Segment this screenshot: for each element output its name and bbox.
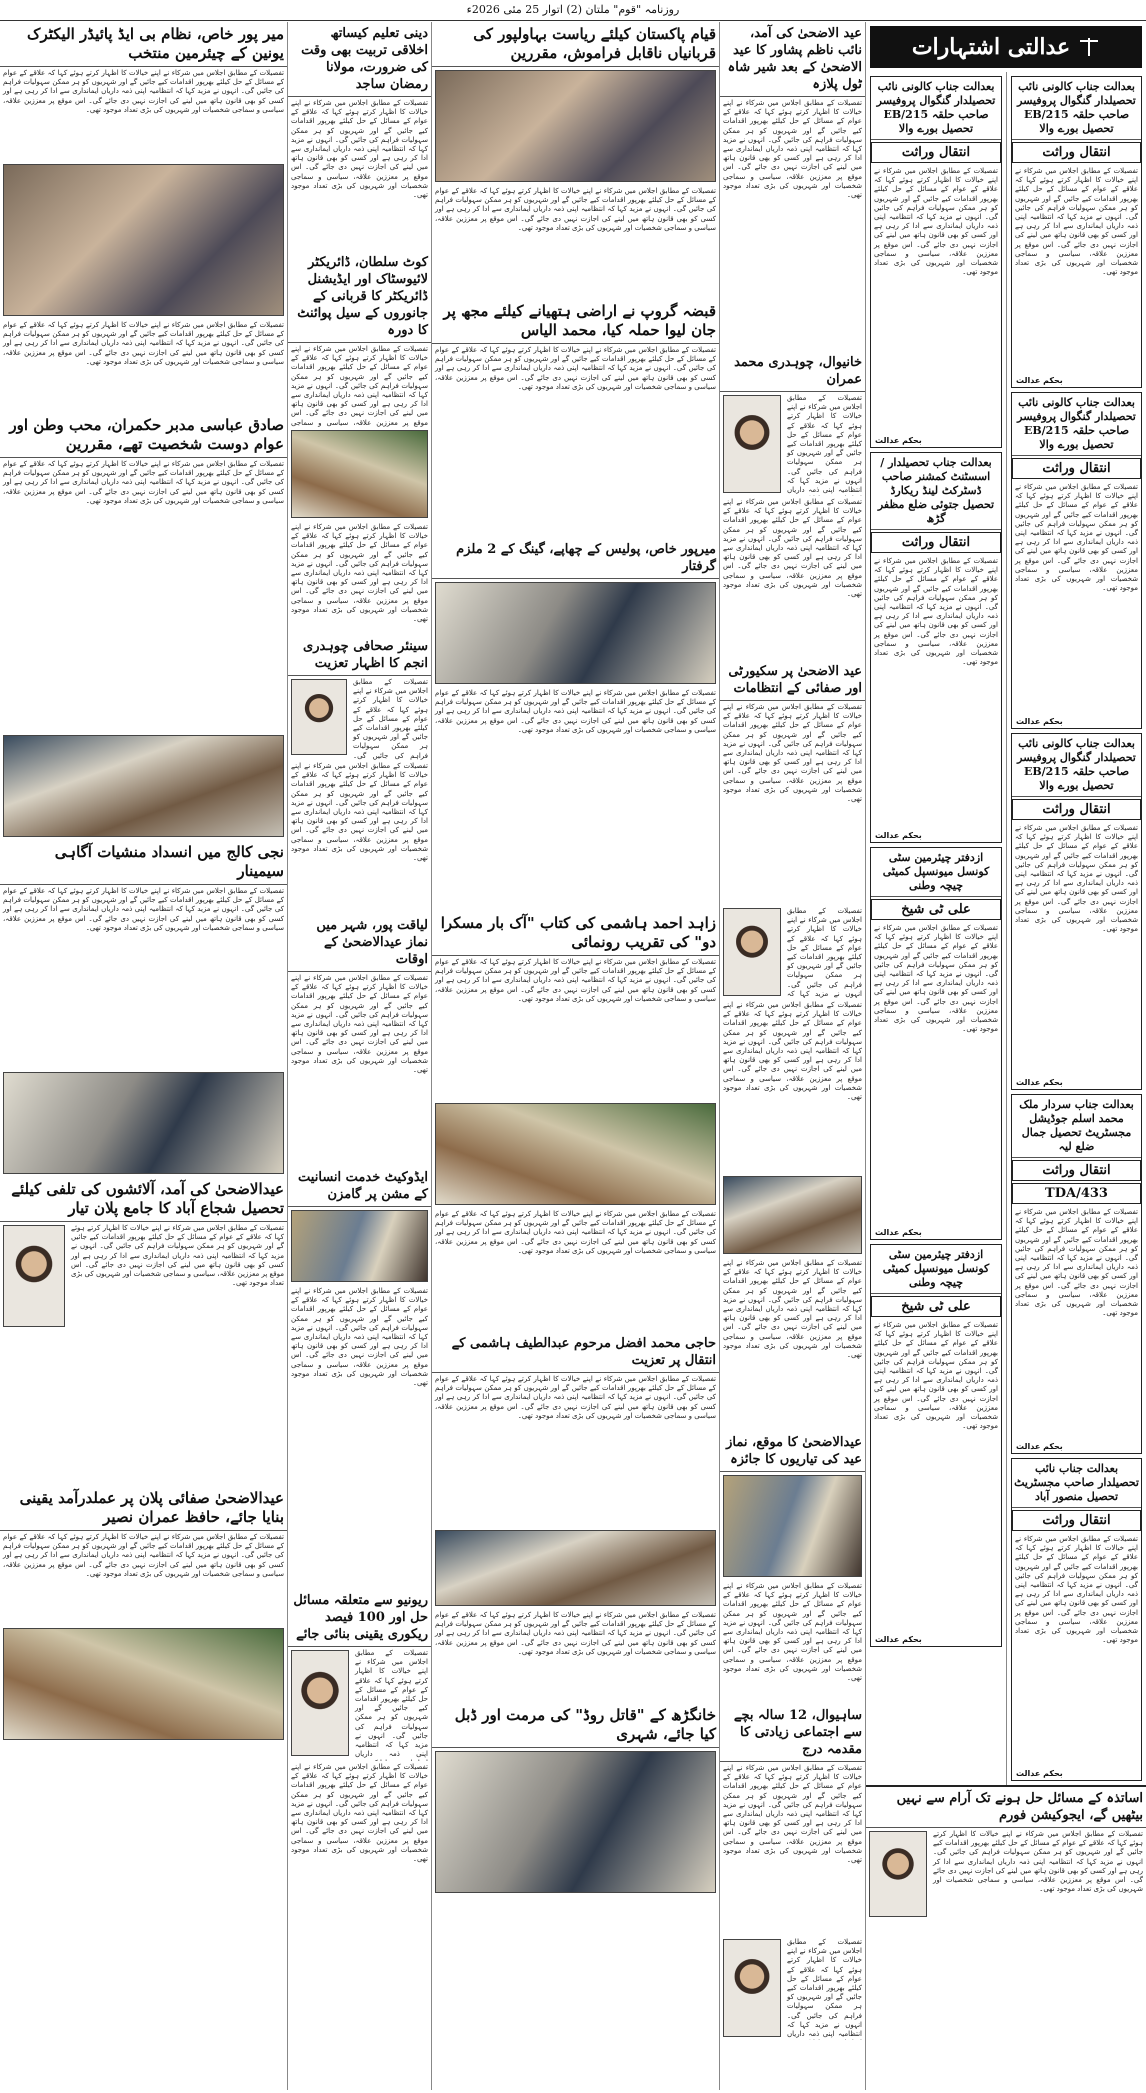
headline: دینی تعلیم کیساتھ اخلاقی تربیت بھی وقت کی ضرورت، مولانا رمضان ساجد: [288, 22, 431, 97]
court-ad: ازدفتر چیئرمین سٹی کونسل میونسپل کمیٹی چیچہ وطنی علی ٹی شیخ تفصیلات کے مطابق اجلاس میں شرکاء نے اپنے خیالات کا اظہار کرتے ہوئے کہا کہ علاقے کے عوام کے مسائل کے حل کیلئے بھرپور اقدامات کیے جائیں گے اور شہریوں کو ہر ممکن سہولیات فراہم کی جائیں گی۔ انہوں نے مزید کہا کہ انتظامیہ اپنی ذمہ داریاں ایمانداری سے ادا کر رہی ہے اور کسی کو بھی قانون ہاتھ میں لینے کی اجازت نہیں دی جائے گی۔ اس موقع پر معززین علاقہ، سیاسی و سماجی شخصیات اور شہریوں کی بڑی تعداد موجود تھی۔ بحکم عدالت: [870, 847, 1002, 1240]
news-photo: [435, 1751, 716, 1893]
headline: قیام پاکستان کیلئے ریاست بہاولپور کی قربانیاں ناقابل فراموش، مقررین: [432, 22, 719, 67]
court-ad: بعدالت جناب کالونی نائب تحصیلدار گنگوال پروفیسر صاحب حلقہ 215/EB تحصیل بورے والا انتقال وراثت تفصیلات کے مطابق اجلاس میں شرکاء نے اپنے خیالات کا اظہار کرتے ہوئے کہا کہ علاقے کے عوام کے مسائل کے حل کیلئے بھرپور اقدامات کیے جائیں گے اور شہریوں کو ہر ممکن سہولیات فراہم کی جائیں گی۔ انہوں نے مزید کہا کہ انتظامیہ اپنی ذمہ داریاں ایمانداری سے ادا کر رہی ہے اور کسی کو بھی قانون ہاتھ میں لینے کی اجازت نہیں دی جائے گی۔ اس موقع پر معززین علاقہ، سیاسی و سماجی شخصیات اور شہریوں کی بڑی تعداد موجود تھی۔ بحکم عدالت: [1011, 733, 1142, 1090]
court-ad: بعدالت جناب سردار ملک محمد اسلم جوڈیشل مجسٹریٹ تحصیل جمال ضلع لیہ انتقال وراثت TDA/433 تفصیلات کے مطابق اجلاس میں شرکاء نے اپنے خیالات کا اظہار کرتے ہوئے کہا کہ علاقے کے عوام کے مسائل کے حل کیلئے بھرپور اقدامات کیے جائیں گے اور شہریوں کو ہر ممکن سہولیات فراہم کی جائیں گی۔ انہوں نے مزید کہا کہ انتظامیہ اپنی ذمہ داریاں ایمانداری سے ادا کر رہی ہے اور کسی کو بھی قانون ہاتھ میں لینے کی اجازت نہیں دی جائے گی۔ اس موقع پر معززین علاقہ، سیاسی و سماجی شخصیات اور شہریوں کی بڑی تعداد موجود تھی۔ بحکم عدالت: [1011, 1094, 1142, 1454]
headline: عید الاضحیٰ کی آمد، نائب ناظم پشاور کا عید الاضحیٰ کے بعد شیر شاہ ٹول پلازہ: [720, 22, 865, 97]
court-ad: ازدفتر چیئرمین سٹی کونسل میونسپل کمیٹی چیچہ وطنی علی ٹی شیخ تفصیلات کے مطابق اجلاس میں شرکاء نے اپنے خیالات کا اظہار کرتے ہوئے کہا کہ علاقے کے عوام کے مسائل کے حل کیلئے بھرپور اقدامات کیے جائیں گے اور شہریوں کو ہر ممکن سہولیات فراہم کی جائیں گی۔ انہوں نے مزید کہا کہ انتظامیہ اپنی ذمہ داریاں ایمانداری سے ادا کر رہی ہے اور کسی کو بھی قانون ہاتھ میں لینے کی اجازت نہیں دی جائے گی۔ اس موقع پر معززین علاقہ، سیاسی و سماجی شخصیات اور شہریوں کی بڑی تعداد موجود تھی۔ بحکم عدالت: [870, 1244, 1002, 1647]
ad-body: تفصیلات کے مطابق اجلاس میں شرکاء نے اپنے خیالات کا اظہار کرتے ہوئے کہا کہ علاقے کے عوام کے مسائل کے حل کیلئے بھرپور اقدامات کیے جائیں گے اور شہریوں کو ہر ممکن سہولیات فراہم کی جائیں گی۔ انہوں نے مزید کہا کہ انتظامیہ اپنی ذمہ داریاں ایمانداری سے ادا کر رہی ہے اور کسی کو بھی قانون ہاتھ میں لینے کی اجازت نہیں دی جائے گی۔ اس موقع پر معززین علاقہ، سیاسی و سماجی شخصیات اور شہریوں کی بڑی تعداد موجود تھی۔: [1015, 824, 1138, 934]
news-photo: [435, 582, 716, 684]
headline: عیدالاضحیٰ کا موقع، نماز عید کی تیاریوں کا جائزہ: [720, 1431, 865, 1472]
masthead: روزنامہ "قوم" ملتان (2) اتوار 25 مئی 2026ء: [0, 0, 1146, 21]
headline: میرپور خاص، پولیس کے چھاپے، گینگ کے 2 ملزم گرفتار: [432, 538, 719, 579]
ad-body: تفصیلات کے مطابق اجلاس میں شرکاء نے اپنے خیالات کا اظہار کرتے ہوئے کہا کہ علاقے کے عوام کے مسائل کے حل کیلئے بھرپور اقدامات کیے جائیں گے اور شہریوں کو ہر ممکن سہولیات فراہم کی جائیں گی۔ انہوں نے مزید کہا کہ انتظامیہ اپنی ذمہ داریاں ایمانداری سے ادا کر رہی ہے اور کسی کو بھی قانون ہاتھ میں لینے کی اجازت نہیں دی جائے گی۔ اس موقع پر معززین علاقہ، سیاسی و سماجی شخصیات اور شہریوں کی بڑی تعداد موجود تھی۔: [1015, 1535, 1138, 1645]
headline: خانگڑھ کے "قاتل روڈ" کی مرمت اور ڈبل کیا جائے، شہری: [432, 1703, 719, 1748]
news-photo: [291, 430, 428, 518]
portrait-photo: [723, 1939, 781, 2037]
news-column-3: قیام پاکستان کیلئے ریاست بہاولپور کی قربانیاں ناقابل فراموش، مقررین تفصیلات کے مطابق اجلاس میں شرکاء نے اپنے خیالات کا اظہار کرتے ہوئے کہا کہ علاقے کے عوام کے مسائل کے حل کیلئے بھرپور اقدامات کیے جائیں گے اور شہریوں کو ہر ممکن سہولیات فراہم کی جائیں گی۔ انہوں نے مزید کہا کہ انتظامیہ اپنی ذمہ داریاں ایمانداری سے ادا کر رہی ہے اور کسی کو بھی قانون ہاتھ میں لینے کی اجازت نہیں دی جائے گی۔ اس موقع پر معززین علاقہ، سیاسی و سماجی شخصیات اور شہریوں کی بڑی تعداد موجود تھی۔ قبضہ گروپ نے اراضی ہتھیانے کیلئے مجھ پر جان لیوا حملہ کیا، محمد الیاس تفصیلات کے مطابق اجلاس میں شرکاء نے اپنے خیالات کا اظہار کرتے ہوئے کہا کہ علاقے کے عوام کے مسائل کے حل کیلئے بھرپور اقدامات کیے جائیں گے اور شہریوں کو ہر ممکن سہولیات فراہم کی جائیں گی۔ انہوں نے مزید کہا کہ انتظامیہ اپنی ذمہ داریاں ایمانداری سے ادا کر رہی ہے اور کسی کو بھی قانون ہاتھ میں لینے کی اجازت نہیں دی جائے گی۔ اس موقع پر معززین علاقہ، سیاسی و سماجی شخصیات اور شہریوں کی بڑی تعداد موجود تھی۔ میرپور خاص، پولیس کے چھاپے، گینگ کے 2 ملزم گرفتار تفصیلات کے مطابق اجلاس میں شرکاء نے اپنے خیالات کا اظہار کرتے ہوئے کہا کہ علاقے کے عوام کے مسائل کے حل کیلئے بھرپور اقدامات کیے جائیں گے اور شہریوں کو ہر ممکن سہولیات فراہم کی جائیں گی۔ انہوں نے مزید کہا کہ انتظامیہ اپنی ذمہ داریاں ایمانداری سے ادا کر رہی ہے اور کسی کو بھی قانون ہاتھ میں لینے کی اجازت نہیں دی جائے گی۔ اس موقع پر معززین علاقہ، سیاسی و سماجی شخصیات اور شہریوں کی بڑی تعداد موجود تھی۔ زاہد احمد ہاشمی کی کتاب "آک بار مسکرا دو" کی تقریب رونمائی تفصیلات کے مطابق اجلاس میں شرکاء نے اپنے خیالات کا اظہار کرتے ہوئے کہا کہ علاقے کے عوام کے مسائل کے حل کیلئے بھرپور اقدامات کیے جائیں گے اور شہریوں کو ہر ممکن سہولیات فراہم کی جائیں گی۔ انہوں نے مزید کہا کہ انتظامیہ اپنی ذمہ داریاں ایمانداری سے ادا کر رہی ہے اور کسی کو بھی قانون ہاتھ میں لینے کی اجازت نہیں دی جائے گی۔ اس موقع پر معززین علاقہ، سیاسی و سماجی شخصیات اور شہریوں کی بڑی تعداد موجود تھی۔ تفصیلات کے مطابق اجلاس میں شرکاء نے اپنے خیالات کا اظہار کرتے ہوئے کہا کہ علاقے کے عوام کے مسائل کے حل کیلئے بھرپور اقدامات کیے جائیں گے اور شہریوں کو ہر ممکن سہولیات فراہم کی جائیں گی۔ انہوں نے مزید کہا کہ انتظامیہ اپنی ذمہ داریاں ایمانداری سے ادا کر رہی ہے اور کسی کو بھی قانون ہاتھ میں لینے کی اجازت نہیں دی جائے گی۔ اس موقع پر معززین علاقہ، سیاسی و سماجی شخصیات اور شہریوں کی بڑی تعداد موجود تھی۔ حاجی محمد افضل مرحوم عبدالطیف ہاشمی کے انتقال پر تعزیت تفصیلات کے مطابق اجلاس میں شرکاء نے اپنے خیالات کا اظہار کرتے ہوئے کہا کہ علاقے کے عوام کے مسائل کے حل کیلئے بھرپور اقدامات کیے جائیں گے اور شہریوں کو ہر ممکن سہولیات فراہم کی جائیں گی۔ انہوں نے مزید کہا کہ انتظامیہ اپنی ذمہ داریاں ایمانداری سے ادا کر رہی ہے اور کسی کو بھی قانون ہاتھ میں لینے کی اجازت نہیں دی جائے گی۔ اس موقع پر معززین علاقہ، سیاسی و سماجی شخصیات اور شہریوں کی بڑی تعداد موجود تھی۔ تفصیلات کے مطابق اجلاس میں شرکاء نے اپنے خیالات کا اظہار کرتے ہوئے کہا کہ علاقے کے عوام کے مسائل کے حل کیلئے بھرپور اقدامات کیے جائیں گے اور شہریوں کو ہر ممکن سہولیات فراہم کی جائیں گی۔ انہوں نے مزید کہا کہ انتظامیہ اپنی ذمہ داریاں ایمانداری سے ادا کر رہی ہے اور کسی کو بھی قانون ہاتھ میں لینے کی اجازت نہیں دی جائے گی۔ اس موقع پر معززین علاقہ، سیاسی و سماجی شخصیات اور شہریوں کی بڑی تعداد موجود تھی۔ خانگڑھ کے "قاتل روڈ" کی مرمت اور ڈبل کیا جائے، شہری: [432, 22, 720, 2090]
headline: عید الاضحیٰ پر سکیورٹی اور صفائی کے انتظامات: [720, 660, 865, 701]
portrait-photo: [723, 395, 781, 493]
news-column-2: دینی تعلیم کیساتھ اخلاقی تربیت بھی وقت کی ضرورت، مولانا رمضان ساجد تفصیلات کے مطابق اجلاس میں شرکاء نے اپنے خیالات کا اظہار کرتے ہوئے کہا کہ علاقے کے عوام کے مسائل کے حل کیلئے بھرپور اقدامات کیے جائیں گے اور شہریوں کو ہر ممکن سہولیات فراہم کی جائیں گی۔ انہوں نے مزید کہا کہ انتظامیہ اپنی ذمہ داریاں ایمانداری سے ادا کر رہی ہے اور کسی کو بھی قانون ہاتھ میں لینے کی اجازت نہیں دی جائے گی۔ اس موقع پر معززین علاقہ، سیاسی و سماجی شخصیات اور شہریوں کی بڑی تعداد موجود تھی۔ کوٹ سلطان، ڈائریکٹر لائیوسٹاک اور ایڈیشنل ڈائریکٹر کا قربانی کے جانوروں کے سیل پوائنٹ کا دورہ تفصیلات کے مطابق اجلاس میں شرکاء نے اپنے خیالات کا اظہار کرتے ہوئے کہا کہ علاقے کے عوام کے مسائل کے حل کیلئے بھرپور اقدامات کیے جائیں گے اور شہریوں کو ہر ممکن سہولیات فراہم کی جائیں گی۔ انہوں نے مزید کہا کہ انتظامیہ اپنی ذمہ داریاں ایمانداری سے ادا کر رہی ہے اور کسی کو بھی قانون ہاتھ میں لینے کی اجازت نہیں دی جائے گی۔ اس موقع پر معززین علاقہ، سیاسی و سماجی تفصیلات کے مطابق اجلاس میں شرکاء نے اپنے خیالات کا اظہار کرتے ہوئے کہا کہ علاقے کے عوام کے مسائل کے حل کیلئے بھرپور اقدامات کیے جائیں گے اور شہریوں کو ہر ممکن سہولیات فراہم کی جائیں گی۔ انہوں نے مزید کہا کہ انتظامیہ اپنی ذمہ داریاں ایمانداری سے ادا کر رہی ہے اور کسی کو بھی قانون ہاتھ میں لینے کی اجازت نہیں دی جائے گی۔ اس موقع پر معززین علاقہ، سیاسی و سماجی شخصیات اور شہریوں کی بڑی تعداد موجود تھی۔ سینئر صحافی چوہدری انجم کا اظہار تعزیت تفصیلات کے مطابق اجلاس میں شرکاء نے اپنے خیالات کا اظہار کرتے ہوئے کہا کہ علاقے کے عوام کے مسائل کے حل کیلئے بھرپور اقدامات کیے جائیں گے اور شہریوں کو ہر ممکن سہولیات فراہم کی جائیں گی۔ تفصیلات کے مطابق اجلاس میں شرکاء نے اپنے خیالات کا اظہار کرتے ہوئے کہا کہ علاقے کے عوام کے مسائل کے حل کیلئے بھرپور اقدامات کیے جائیں گے اور شہریوں کو ہر ممکن سہولیات فراہم کی جائیں گی۔ انہوں نے مزید کہا کہ انتظامیہ اپنی ذمہ داریاں ایمانداری سے ادا کر رہی ہے اور کسی کو بھی قانون ہاتھ میں لینے کی اجازت نہیں دی جائے گی۔ اس موقع پر معززین علاقہ، سیاسی و سماجی شخصیات اور شہریوں کی بڑی تعداد موجود تھی۔ لیاقت پور، شہر میں نماز عیدالاضحیٰ کے اوقات تفصیلات کے مطابق اجلاس میں شرکاء نے اپنے خیالات کا اظہار کرتے ہوئے کہا کہ علاقے کے عوام کے مسائل کے حل کیلئے بھرپور اقدامات کیے جائیں گے اور شہریوں کو ہر ممکن سہولیات فراہم کی جائیں گی۔ انہوں نے مزید کہا کہ انتظامیہ اپنی ذمہ داریاں ایمانداری سے ادا کر رہی ہے اور کسی کو بھی قانون ہاتھ میں لینے کی اجازت نہیں دی جائے گی۔ اس موقع پر معززین علاقہ، سیاسی و سماجی شخصیات اور شہریوں کی بڑی تعداد موجود تھی۔ ایڈوکیٹ خدمت انسانیت کے مشن پر گامزن تفصیلات کے مطابق اجلاس میں شرکاء نے اپنے خیالات کا اظہار کرتے ہوئے کہا کہ علاقے کے عوام کے مسائل کے حل کیلئے بھرپور اقدامات کیے جائیں گے اور شہریوں کو ہر ممکن سہولیات فراہم کی جائیں گی۔ انہوں نے مزید کہا کہ انتظامیہ اپنی ذمہ داریاں ایمانداری سے ادا کر رہی ہے اور کسی کو بھی قانون ہاتھ میں لینے کی اجازت نہیں دی جائے گی۔ اس موقع پر معززین علاقہ، سیاسی و سماجی شخصیات اور شہریوں کی بڑی تعداد موجود تھی۔ ریونیو سے متعلقہ مسائل حل اور 100 فیصد ریکوری یقینی بنائی جائے تفصیلات کے مطابق اجلاس میں شرکاء نے اپنے خیالات کا اظہار کرتے ہوئے کہا کہ علاقے کے عوام کے مسائل کے حل کیلئے بھرپور اقدامات کیے جائیں گے اور شہریوں کو ہر ممکن سہولیات فراہم کی جائیں گی۔ انہوں نے مزید کہا کہ انتظامیہ اپنی ذمہ داریاں تفصیلات کے مطابق اجلاس میں شرکاء نے اپنے خیالات کا اظہار کرتے ہوئے کہا کہ علاقے کے عوام کے مسائل کے حل کیلئے بھرپور اقدامات کیے جائیں گے اور شہریوں کو ہر ممکن سہولیات فراہم کی جائیں گی۔ انہوں نے مزید کہا کہ انتظامیہ اپنی ذمہ داریاں ایمانداری سے ادا کر رہی ہے اور کسی کو بھی قانون ہاتھ میں لینے کی اجازت نہیں دی جائے گی۔ اس موقع پر معززین علاقہ، سیاسی و سماجی شخصیات اور شہریوں کی بڑی تعداد موجود تھی۔: [288, 22, 432, 2090]
headline: خانیوال، چوہدری محمد عمران: [720, 351, 865, 392]
headline: عیدالاضحیٰ صفائی پلان پر عملدرآمد یقینی بنایا جائے، حافظ عمران نصیر: [0, 1486, 287, 1531]
news-column-1: میر پور خاص، نظام بی ایڈ پائیڈر الیکٹرک یونین کے چیئرمین منتخب تفصیلات کے مطابق اجلاس میں شرکاء نے اپنے خیالات کا اظہار کرتے ہوئے کہا کہ علاقے کے عوام کے مسائل کے حل کیلئے بھرپور اقدامات کیے جائیں گے اور شہریوں کو ہر ممکن سہولیات فراہم کی جائیں گی۔ انہوں نے مزید کہا کہ انتظامیہ اپنی ذمہ داریاں ایمانداری سے ادا کر رہی ہے اور کسی کو بھی قانون ہاتھ میں لینے کی اجازت نہیں دی جائے گی۔ اس موقع پر معززین علاقہ، سیاسی و سماجی شخصیات اور شہریوں کی بڑی تعداد موجود تھی۔ تفصیلات کے مطابق اجلاس میں شرکاء نے اپنے خیالات کا اظہار کرتے ہوئے کہا کہ علاقے کے عوام کے مسائل کے حل کیلئے بھرپور اقدامات کیے جائیں گے اور شہریوں کو ہر ممکن سہولیات فراہم کی جائیں گی۔ انہوں نے مزید کہا کہ انتظامیہ اپنی ذمہ داریاں ایمانداری سے ادا کر رہی ہے اور کسی کو بھی قانون ہاتھ میں لینے کی اجازت نہیں دی جائے گی۔ اس موقع پر معززین علاقہ، سیاسی و سماجی شخصیات اور شہریوں کی بڑی تعداد موجود تھی۔ صادق عباسی مدبر حکمران، محب وطن اور عوام دوست شخصیت تھے، مقررین تفصیلات کے مطابق اجلاس میں شرکاء نے اپنے خیالات کا اظہار کرتے ہوئے کہا کہ علاقے کے عوام کے مسائل کے حل کیلئے بھرپور اقدامات کیے جائیں گے اور شہریوں کو ہر ممکن سہولیات فراہم کی جائیں گی۔ انہوں نے مزید کہا کہ انتظامیہ اپنی ذمہ داریاں ایمانداری سے ادا کر رہی ہے اور کسی کو بھی قانون ہاتھ میں لینے کی اجازت نہیں دی جائے گی۔ اس موقع پر معززین علاقہ، سیاسی و سماجی شخصیات اور شہریوں کی بڑی تعداد موجود تھی۔ نجی کالج میں انسداد منشیات آگاہی سیمینار تفصیلات کے مطابق اجلاس میں شرکاء نے اپنے خیالات کا اظہار کرتے ہوئے کہا کہ علاقے کے عوام کے مسائل کے حل کیلئے بھرپور اقدامات کیے جائیں گے اور شہریوں کو ہر ممکن سہولیات فراہم کی جائیں گی۔ انہوں نے مزید کہا کہ انتظامیہ اپنی ذمہ داریاں ایمانداری سے ادا کر رہی ہے اور کسی کو بھی قانون ہاتھ میں لینے کی اجازت نہیں دی جائے گی۔ اس موقع پر معززین علاقہ، سیاسی و سماجی شخصیات اور شہریوں کی بڑی تعداد موجود تھی۔ عیدالاضحیٰ کی آمد، آلائشوں کی تلفی کیلئے تحصیل شجاع آباد کا جامع پلان تیار تفصیلات کے مطابق اجلاس میں شرکاء نے اپنے خیالات کا اظہار کرتے ہوئے کہا کہ علاقے کے عوام کے مسائل کے حل کیلئے بھرپور اقدامات کیے جائیں گے اور شہریوں کو ہر ممکن سہولیات فراہم کی جائیں گی۔ انہوں نے مزید کہا کہ انتظامیہ اپنی ذمہ داریاں ایمانداری سے ادا کر رہی ہے اور کسی کو بھی قانون ہاتھ میں لینے کی اجازت نہیں دی جائے گی۔ اس موقع پر معززین علاقہ، سیاسی و سماجی شخصیات اور شہریوں کی بڑی تعداد موجود تھی۔ عیدالاضحیٰ صفائی پلان پر عملدرآمد یقینی بنایا جائے، حافظ عمران نصیر تفصیلات کے مطابق اجلاس میں شرکاء نے اپنے خیالات کا اظہار کرتے ہوئے کہا کہ علاقے کے عوام کے مسائل کے حل کیلئے بھرپور اقدامات کیے جائیں گے اور شہریوں کو ہر ممکن سہولیات فراہم کی جائیں گی۔ انہوں نے مزید کہا کہ انتظامیہ اپنی ذمہ داریاں ایمانداری سے ادا کر رہی ہے اور کسی کو بھی قانون ہاتھ میں لینے کی اجازت نہیں دی جائے گی۔ اس موقع پر معززین علاقہ، سیاسی و سماجی شخصیات اور شہریوں کی بڑی تعداد موجود تھی۔: [0, 22, 288, 2090]
ads-title-banner: [870, 26, 1142, 68]
headline: لیاقت پور، شہر میں نماز عیدالاضحیٰ کے اوقات: [288, 914, 431, 972]
court-ad: بعدالت جناب نائب تحصیلدار صاحب مجسٹریٹ تحصیل منصور آباد انتقال وراثت تفصیلات کے مطابق اجلاس میں شرکاء نے اپنے خیالات کا اظہار کرتے ہوئے کہا کہ علاقے کے عوام کے مسائل کے حل کیلئے بھرپور اقدامات کیے جائیں گے اور شہریوں کو ہر ممکن سہولیات فراہم کی جائیں گی۔ انہوں نے مزید کہا کہ انتظامیہ اپنی ذمہ داریاں ایمانداری سے ادا کر رہی ہے اور کسی کو بھی قانون ہاتھ میں لینے کی اجازت نہیں دی جائے گی۔ اس موقع پر معززین علاقہ، سیاسی و سماجی شخصیات اور شہریوں کی بڑی تعداد موجود تھی۔ بحکم عدالت: [1011, 1458, 1142, 1781]
news-photo: [291, 1210, 428, 1282]
ads-title: عدالتی اشتہارات: [911, 34, 1071, 60]
news-column-4: عید الاضحیٰ کی آمد، نائب ناظم پشاور کا عید الاضحیٰ کے بعد شیر شاہ ٹول پلازہ تفصیلات کے مطابق اجلاس میں شرکاء نے اپنے خیالات کا اظہار کرتے ہوئے کہا کہ علاقے کے عوام کے مسائل کے حل کیلئے بھرپور اقدامات کیے جائیں گے اور شہریوں کو ہر ممکن سہولیات فراہم کی جائیں گی۔ انہوں نے مزید کہا کہ انتظامیہ اپنی ذمہ داریاں ایمانداری سے ادا کر رہی ہے اور کسی کو بھی قانون ہاتھ میں لینے کی اجازت نہیں دی جائے گی۔ اس موقع پر معززین علاقہ، سیاسی و سماجی شخصیات اور شہریوں کی بڑی تعداد موجود تھی۔ خانیوال، چوہدری محمد عمران تفصیلات کے مطابق اجلاس میں شرکاء نے اپنے خیالات کا اظہار کرتے ہوئے کہا کہ علاقے کے عوام کے مسائل کے حل کیلئے بھرپور اقدامات کیے جائیں گے اور شہریوں کو ہر ممکن سہولیات فراہم کی جائیں گی۔ انہوں نے مزید کہا کہ انتظامیہ اپنی ذمہ داریاں تفصیلات کے مطابق اجلاس میں شرکاء نے اپنے خیالات کا اظہار کرتے ہوئے کہا کہ علاقے کے عوام کے مسائل کے حل کیلئے بھرپور اقدامات کیے جائیں گے اور شہریوں کو ہر ممکن سہولیات فراہم کی جائیں گی۔ انہوں نے مزید کہا کہ انتظامیہ اپنی ذمہ داریاں ایمانداری سے ادا کر رہی ہے اور کسی کو بھی قانون ہاتھ میں لینے کی اجازت نہیں دی جائے گی۔ اس موقع پر معززین علاقہ، سیاسی و سماجی شخصیات اور شہریوں کی بڑی تعداد موجود تھی۔ عید الاضحیٰ پر سکیورٹی اور صفائی کے انتظامات تفصیلات کے مطابق اجلاس میں شرکاء نے اپنے خیالات کا اظہار کرتے ہوئے کہا کہ علاقے کے عوام کے مسائل کے حل کیلئے بھرپور اقدامات کیے جائیں گے اور شہریوں کو ہر ممکن سہولیات فراہم کی جائیں گی۔ انہوں نے مزید کہا کہ انتظامیہ اپنی ذمہ داریاں ایمانداری سے ادا کر رہی ہے اور کسی کو بھی قانون ہاتھ میں لینے کی اجازت نہیں دی جائے گی۔ اس موقع پر معززین علاقہ، سیاسی و سماجی شخصیات اور شہریوں کی بڑی تعداد موجود تھی۔ تفصیلات کے مطابق اجلاس میں شرکاء نے اپنے خیالات کا اظہار کرتے ہوئے کہا کہ علاقے کے عوام کے مسائل کے حل کیلئے بھرپور اقدامات کیے جائیں گے اور شہریوں کو ہر ممکن سہولیات فراہم کی جائیں گی۔ انہوں نے مزید کہا کہ تفصیلات کے مطابق اجلاس میں شرکاء نے اپنے خیالات کا اظہار کرتے ہوئے کہا کہ علاقے کے عوام کے مسائل کے حل کیلئے بھرپور اقدامات کیے جائیں گے اور شہریوں کو ہر ممکن سہولیات فراہم کی جائیں گی۔ انہوں نے مزید کہا کہ انتظامیہ اپنی ذمہ داریاں ایمانداری سے ادا کر رہی ہے اور کسی کو بھی قانون ہاتھ میں لینے کی اجازت نہیں دی جائے گی۔ اس موقع پر معززین علاقہ، سیاسی و سماجی شخصیات اور شہریوں کی بڑی تعداد موجود تھی۔ تفصیلات کے مطابق اجلاس میں شرکاء نے اپنے خیالات کا اظہار کرتے ہوئے کہا کہ علاقے کے عوام کے مسائل کے حل کیلئے بھرپور اقدامات کیے جائیں گے اور شہریوں کو ہر ممکن سہولیات فراہم کی جائیں گی۔ انہوں نے مزید کہا کہ انتظامیہ اپنی ذمہ داریاں ایمانداری سے ادا کر رہی ہے اور کسی کو بھی قانون ہاتھ میں لینے کی اجازت نہیں دی جائے گی۔ اس موقع پر معززین علاقہ، سیاسی و سماجی شخصیات اور شہریوں کی بڑی تعداد موجود تھی۔ عیدالاضحیٰ کا موقع، نماز عید کی تیاریوں کا جائزہ تفصیلات کے مطابق اجلاس میں شرکاء نے اپنے خیالات کا اظہار کرتے ہوئے کہا کہ علاقے کے عوام کے مسائل کے حل کیلئے بھرپور اقدامات کیے جائیں گے اور شہریوں کو ہر ممکن سہولیات فراہم کی جائیں گی۔ انہوں نے مزید کہا کہ انتظامیہ اپنی ذمہ داریاں ایمانداری سے ادا کر رہی ہے اور کسی کو بھی قانون ہاتھ میں لینے کی اجازت نہیں دی جائے گی۔ اس موقع پر معززین علاقہ، سیاسی و سماجی شخصیات اور شہریوں کی بڑی تعداد موجود تھی۔ ساہیوال، 12 سالہ بچے سے اجتماعی زیادتی کا مقدمہ درج تفصیلات کے مطابق اجلاس میں شرکاء نے اپنے خیالات کا اظہار کرتے ہوئے کہا کہ علاقے کے عوام کے مسائل کے حل کیلئے بھرپور اقدامات کیے جائیں گے اور شہریوں کو ہر ممکن سہولیات فراہم کی جائیں گی۔ انہوں نے مزید کہا کہ انتظامیہ اپنی ذمہ داریاں ایمانداری سے ادا کر رہی ہے اور کسی کو بھی قانون ہاتھ میں لینے کی اجازت نہیں دی جائے گی۔ اس موقع پر معززین علاقہ، سیاسی و سماجی شخصیات اور شہریوں کی بڑی تعداد موجود تھی۔ تفصیلات کے مطابق اجلاس میں شرکاء نے اپنے خیالات کا اظہار کرتے ہوئے کہا کہ علاقے کے عوام کے مسائل کے حل کیلئے بھرپور اقدامات کیے جائیں گے اور شہریوں کو ہر ممکن سہولیات فراہم کی جائیں گی۔ انہوں نے مزید کہا کہ انتظامیہ اپنی ذمہ داریاں: [720, 22, 866, 2090]
ad-body: تفصیلات کے مطابق اجلاس میں شرکاء نے اپنے خیالات کا اظہار کرتے ہوئے کہا کہ علاقے کے عوام کے مسائل کے حل کیلئے بھرپور اقدامات کیے جائیں گے اور شہریوں کو ہر ممکن سہولیات فراہم کی جائیں گی۔ انہوں نے مزید کہا کہ انتظامیہ اپنی ذمہ داریاں ایمانداری سے ادا کر رہی ہے اور کسی کو بھی قانون ہاتھ میں لینے کی اجازت نہیں دی جائے گی۔ اس موقع پر معززین علاقہ، سیاسی و سماجی شخصیات اور شہریوں کی بڑی تعداد موجود تھی۔: [874, 1321, 998, 1431]
news-photo: [3, 1628, 284, 1740]
portrait-photo: [869, 1831, 927, 1917]
portrait-photo: [3, 1225, 65, 1327]
ad-body: تفصیلات کے مطابق اجلاس میں شرکاء نے اپنے خیالات کا اظہار کرتے ہوئے کہا کہ علاقے کے عوام کے مسائل کے حل کیلئے بھرپور اقدامات کیے جائیں گے اور شہریوں کو ہر ممکن سہولیات فراہم کی جائیں گی۔ انہوں نے مزید کہا کہ انتظامیہ اپنی ذمہ داریاں ایمانداری سے ادا کر رہی ہے اور کسی کو بھی قانون ہاتھ میں لینے کی اجازت نہیں دی جائے گی۔ اس موقع پر معززین علاقہ، سیاسی و سماجی شخصیات اور شہریوں کی بڑی تعداد موجود تھی۔: [1015, 1208, 1138, 1318]
headline: قبضہ گروپ نے اراضی ہتھیانے کیلئے مجھ پر جان لیوا حملہ کیا، محمد الیاس: [432, 299, 719, 344]
court-ads-column: عدالتی اشتہارات بعدالت جناب کالونی نائب تحصیلدار گنگوال پروفیسر صاحب حلقہ 215/EB تحصیل بورے والا انتقال وراثت تفصیلات کے مطابق اجلاس میں شرکاء نے اپنے خیالات کا اظہار کرتے ہوئے کہا کہ علاقے کے عوام کے مسائل کے حل کیلئے بھرپور اقدامات کیے جائیں گے اور شہریوں کو ہر ممکن سہولیات فراہم کی جائیں گی۔ انہوں نے مزید کہا کہ انتظامیہ اپنی ذمہ داریاں ایمانداری سے ادا کر رہی ہے اور کسی کو بھی قانون ہاتھ میں لینے کی اجازت نہیں دی جائے گی۔ اس موقع پر معززین علاقہ، سیاسی و سماجی شخصیات اور شہریوں کی بڑی تعداد موجود تھی۔ بحکم عدالت بعدالت جناب کالونی نائب تحصیلدار گنگوال پروفیسر صاحب حلقہ 215/EB تحصیل بورے والا انتقال وراثت تفصیلات کے مطابق اجلاس میں شرکاء نے اپنے خیالات کا اظہار کرتے ہوئے کہا کہ علاقے کے عوام کے مسائل کے حل کیلئے بھرپور اقدامات کیے جائیں گے اور شہریوں کو ہر ممکن سہولیات فراہم کی جائیں گی۔ انہوں نے مزید کہا کہ انتظامیہ اپنی ذمہ داریاں ایمانداری سے ادا کر رہی ہے اور کسی کو بھی قانون ہاتھ میں لینے کی اجازت نہیں دی جائے گی۔ اس موقع پر معززین علاقہ، سیاسی و سماجی شخصیات اور شہریوں کی بڑی تعداد موجود تھی۔ بحکم عدالت بعدالت جناب کالونی نائب تحصیلدار گنگوال پروفیسر صاحب حلقہ 215/EB تحصیل بورے والا انتقال وراثت تفصیلات کے مطابق اجلاس میں شرکاء نے اپنے خیالات کا اظہار کرتے ہوئے کہا کہ علاقے کے عوام کے مسائل کے حل کیلئے بھرپور اقدامات کیے جائیں گے اور شہریوں کو ہر ممکن سہولیات فراہم کی جائیں گی۔ انہوں نے مزید کہا کہ انتظامیہ اپنی ذمہ داریاں ایمانداری سے ادا کر رہی ہے اور کسی کو بھی قانون ہاتھ میں لینے کی اجازت نہیں دی جائے گی۔ اس موقع پر معززین علاقہ، سیاسی و سماجی شخصیات اور شہریوں کی بڑی تعداد موجود تھی۔ بحکم عدالت بعدالت جناب سردار ملک محمد اسلم جوڈیشل مجسٹریٹ تحصیل جمال ضلع لیہ انتقال وراثت TDA/433 تفصیلات کے مطابق اجلاس میں شرکاء نے اپنے خیالات کا اظہار کرتے ہوئے کہا کہ علاقے کے عوام کے مسائل کے حل کیلئے بھرپور اقدامات کیے جائیں گے اور شہریوں کو ہر ممکن سہولیات فراہم کی جائیں گی۔ انہوں نے مزید کہا کہ انتظامیہ اپنی ذمہ داریاں ایمانداری سے ادا کر رہی ہے اور کسی کو بھی قانون ہاتھ میں لینے کی اجازت نہیں دی جائے گی۔ اس موقع پر معززین علاقہ، سیاسی و سماجی شخصیات اور شہریوں کی بڑی تعداد موجود تھی۔ بحکم عدالت بعدالت جناب نائب تحصیلدار صاحب مجسٹریٹ تحصیل منصور آباد انتقال وراثت تفصیلات کے مطابق اجلاس میں شرکاء نے اپنے خیالات کا اظہار کرتے ہوئے کہا کہ علاقے کے عوام کے مسائل کے حل کیلئے بھرپور اقدامات کیے جائیں گے اور شہریوں کو ہر ممکن سہولیات فراہم کی جائیں گی۔ انہوں نے مزید کہا کہ انتظامیہ اپنی ذمہ داریاں ایمانداری سے ادا کر رہی ہے اور کسی کو بھی قانون ہاتھ میں لینے کی اجازت نہیں دی جائے گی۔ اس موقع پر معززین علاقہ، سیاسی و سماجی شخصیات اور شہریوں کی بڑی تعداد موجود تھی۔ بحکم عدالت بعدالت جناب کالونی نائب تحصیلدار گنگوال پروفیسر صاحب حلقہ 215/EB تحصیل بورے والا انتقال وراثت تفصیلات کے مطابق اجلاس میں شرکاء نے اپنے خیالات کا اظہار کرتے ہوئے کہا کہ علاقے کے عوام کے مسائل کے حل کیلئے بھرپور اقدامات کیے جائیں گے اور شہریوں کو ہر ممکن سہولیات فراہم کی جائیں گی۔ انہوں نے مزید کہا کہ انتظامیہ اپنی ذمہ داریاں ایمانداری سے ادا کر رہی ہے اور کسی کو بھی قانون ہاتھ میں لینے کی اجازت نہیں دی جائے گی۔ اس موقع پر معززین علاقہ، سیاسی و سماجی شخصیات اور شہریوں کی بڑی تعداد موجود تھی۔ بحکم عدالت بعدالت جناب تحصیلدار / اسسٹنٹ کمشنر صاحب ڈسٹرکٹ لینڈ ریکارڈ تحصیل جتوئی ضلع مظفر گڑھ انتقال وراثت تفصیلات کے مطابق اجلاس میں شرکاء نے اپنے خیالات کا اظہار کرتے ہوئے کہا کہ علاقے کے عوام کے مسائل کے حل کیلئے بھرپور اقدامات کیے جائیں گے اور شہریوں کو ہر ممکن سہولیات فراہم کی جائیں گی۔ انہوں نے مزید کہا کہ انتظامیہ اپنی ذمہ داریاں ایمانداری سے ادا کر رہی ہے اور کسی کو بھی قانون ہاتھ میں لینے کی اجازت نہیں دی جائے گی۔ اس موقع پر معززین علاقہ، سیاسی و سماجی شخصیات اور شہریوں کی بڑی تعداد موجود تھی۔ بحکم عدالت ازدفتر چیئرمین سٹی کونسل میونسپل کمیٹی چیچہ وطنی علی ٹی شیخ تفصیلات کے مطابق اجلاس میں شرکاء نے اپنے خیالات کا اظہار کرتے ہوئے کہا کہ علاقے کے عوام کے مسائل کے حل کیلئے بھرپور اقدامات کیے جائیں گے اور شہریوں کو ہر ممکن سہولیات فراہم کی جائیں گی۔ انہوں نے مزید کہا کہ انتظامیہ اپنی ذمہ داریاں ایمانداری سے ادا کر رہی ہے اور کسی کو بھی قانون ہاتھ میں لینے کی اجازت نہیں دی جائے گی۔ اس موقع پر معززین علاقہ، سیاسی و سماجی شخصیات اور شہریوں کی بڑی تعداد موجود تھی۔ بحکم عدالت ازدفتر چیئرمین سٹی کونسل میونسپل کمیٹی چیچہ وطنی علی ٹی شیخ تفصیلات کے مطابق اجلاس میں شرکاء نے اپنے خیالات کا اظہار کرتے ہوئے کہا کہ علاقے کے عوام کے مسائل کے حل کیلئے بھرپور اقدامات کیے جائیں گے اور شہریوں کو ہر ممکن سہولیات فراہم کی جائیں گی۔ انہوں نے مزید کہا کہ انتظامیہ اپنی ذمہ داریاں ایمانداری سے ادا کر رہی ہے اور کسی کو بھی قانون ہاتھ میں لینے کی اجازت نہیں دی جائے گی۔ اس موقع پر معززین علاقہ، سیاسی و سماجی شخصیات اور شہریوں کی بڑی تعداد موجود تھی۔ بحکم عدالت اساتذہ کے مسائل حل ہونے تک آرام سے نہیں بیٹھیں گے، ایجوکیشن فورم تفصیلات کے مطابق اجلاس میں شرکاء نے اپنے خیالات کا اظہار کرتے ہوئے کہا کہ علاقے کے عوام کے مسائل کے حل کیلئے بھرپور اقدامات کیے جائیں گے اور شہریوں کو ہر ممکن سہولیات فراہم کی جائیں گی۔ انہوں نے مزید کہا کہ انتظامیہ اپنی ذمہ داریاں ایمانداری سے ادا کر رہی ہے اور کسی کو بھی قانون ہاتھ میں لینے کی اجازت نہیں دی جائے گی۔ اس موقع پر معززین علاقہ، سیاسی و سماجی شخصیات اور شہریوں کی بڑی تعداد موجود تھی۔: [866, 22, 1146, 2090]
portrait-photo: [291, 1650, 349, 1756]
news-photo: [723, 1176, 862, 1254]
portrait-photo: [723, 908, 781, 996]
ad-body: تفصیلات کے مطابق اجلاس میں شرکاء نے اپنے خیالات کا اظہار کرتے ہوئے کہا کہ علاقے کے عوام کے مسائل کے حل کیلئے بھرپور اقدامات کیے جائیں گے اور شہریوں کو ہر ممکن سہولیات فراہم کی جائیں گی۔ انہوں نے مزید کہا کہ انتظامیہ اپنی ذمہ داریاں ایمانداری سے ادا کر رہی ہے اور کسی کو بھی قانون ہاتھ میں لینے کی اجازت نہیں دی جائے گی۔ اس موقع پر معززین علاقہ، سیاسی و سماجی شخصیات اور شہریوں کی بڑی تعداد موجود تھی۔: [1015, 483, 1138, 593]
ad-body: تفصیلات کے مطابق اجلاس میں شرکاء نے اپنے خیالات کا اظہار کرتے ہوئے کہا کہ علاقے کے عوام کے مسائل کے حل کیلئے بھرپور اقدامات کیے جائیں گے اور شہریوں کو ہر ممکن سہولیات فراہم کی جائیں گی۔ انہوں نے مزید کہا کہ انتظامیہ اپنی ذمہ داریاں ایمانداری سے ادا کر رہی ہے اور کسی کو بھی قانون ہاتھ میں لینے کی اجازت نہیں دی جائے گی۔ اس موقع پر معززین علاقہ، سیاسی و سماجی شخصیات اور شہریوں کی بڑی تعداد موجود تھی۔: [874, 924, 998, 1034]
court-ad: بعدالت جناب کالونی نائب تحصیلدار گنگوال پروفیسر صاحب حلقہ 215/EB تحصیل بورے والا انتقال وراثت تفصیلات کے مطابق اجلاس میں شرکاء نے اپنے خیالات کا اظہار کرتے ہوئے کہا کہ علاقے کے عوام کے مسائل کے حل کیلئے بھرپور اقدامات کیے جائیں گے اور شہریوں کو ہر ممکن سہولیات فراہم کی جائیں گی۔ انہوں نے مزید کہا کہ انتظامیہ اپنی ذمہ داریاں ایمانداری سے ادا کر رہی ہے اور کسی کو بھی قانون ہاتھ میں لینے کی اجازت نہیں دی جائے گی۔ اس موقع پر معززین علاقہ، سیاسی و سماجی شخصیات اور شہریوں کی بڑی تعداد موجود تھی۔ بحکم عدالت: [870, 76, 1002, 448]
court-ad: بعدالت جناب کالونی نائب تحصیلدار گنگوال پروفیسر صاحب حلقہ 215/EB تحصیل بورے والا انتقال وراثت تفصیلات کے مطابق اجلاس میں شرکاء نے اپنے خیالات کا اظہار کرتے ہوئے کہا کہ علاقے کے عوام کے مسائل کے حل کیلئے بھرپور اقدامات کیے جائیں گے اور شہریوں کو ہر ممکن سہولیات فراہم کی جائیں گی۔ انہوں نے مزید کہا کہ انتظامیہ اپنی ذمہ داریاں ایمانداری سے ادا کر رہی ہے اور کسی کو بھی قانون ہاتھ میں لینے کی اجازت نہیں دی جائے گی۔ اس موقع پر معززین علاقہ، سیاسی و سماجی شخصیات اور شہریوں کی بڑی تعداد موجود تھی۔ بحکم عدالت: [1011, 76, 1142, 388]
news-photo: [723, 1475, 862, 1577]
ad-body: تفصیلات کے مطابق اجلاس میں شرکاء نے اپنے خیالات کا اظہار کرتے ہوئے کہا کہ علاقے کے عوام کے مسائل کے حل کیلئے بھرپور اقدامات کیے جائیں گے اور شہریوں کو ہر ممکن سہولیات فراہم کی جائیں گی۔ انہوں نے مزید کہا کہ انتظامیہ اپنی ذمہ داریاں ایمانداری سے ادا کر رہی ہے اور کسی کو بھی قانون ہاتھ میں لینے کی اجازت نہیں دی جائے گی۔ اس موقع پر معززین علاقہ، سیاسی و سماجی شخصیات اور شہریوں کی بڑی تعداد موجود تھی۔: [874, 167, 998, 277]
ad-body: تفصیلات کے مطابق اجلاس میں شرکاء نے اپنے خیالات کا اظہار کرتے ہوئے کہا کہ علاقے کے عوام کے مسائل کے حل کیلئے بھرپور اقدامات کیے جائیں گے اور شہریوں کو ہر ممکن سہولیات فراہم کی جائیں گی۔ انہوں نے مزید کہا کہ انتظامیہ اپنی ذمہ داریاں ایمانداری سے ادا کر رہی ہے اور کسی کو بھی قانون ہاتھ میں لینے کی اجازت نہیں دی جائے گی۔ اس موقع پر معززین علاقہ، سیاسی و سماجی شخصیات اور شہریوں کی بڑی تعداد موجود تھی۔: [1015, 167, 1138, 277]
scales-of-justice-icon: [1078, 36, 1100, 58]
ad-body: تفصیلات کے مطابق اجلاس میں شرکاء نے اپنے خیالات کا اظہار کرتے ہوئے کہا کہ علاقے کے عوام کے مسائل کے حل کیلئے بھرپور اقدامات کیے جائیں گے اور شہریوں کو ہر ممکن سہولیات فراہم کی جائیں گی۔ انہوں نے مزید کہا کہ انتظامیہ اپنی ذمہ داریاں ایمانداری سے ادا کر رہی ہے اور کسی کو بھی قانون ہاتھ میں لینے کی اجازت نہیں دی جائے گی۔ اس موقع پر معززین علاقہ، سیاسی و سماجی شخصیات اور شہریوں کی بڑی تعداد موجود تھی۔: [874, 557, 998, 667]
headline: صادق عباسی مدبر حکمران، محب وطن اور عوام دوست شخصیت تھے، مقررین: [0, 413, 287, 458]
news-photo: [3, 735, 284, 837]
news-photo: [3, 1072, 284, 1174]
headline: اساتذہ کے مسائل حل ہونے تک آرام سے نہیں بیٹھیں گے، ایجوکیشن فورم: [866, 1785, 1146, 1828]
headline: ساہیوال، 12 سالہ بچے سے اجتماعی زیادتی کا مقدمہ درج: [720, 1704, 865, 1762]
headline: زاہد احمد ہاشمی کی کتاب "آک بار مسکرا دو" کی تقریب رونمائی: [432, 911, 719, 956]
headline: سینئر صحافی چوہدری انجم کا اظہار تعزیت: [288, 635, 431, 676]
court-ad: بعدالت جناب تحصیلدار / اسسٹنٹ کمشنر صاحب ڈسٹرکٹ لینڈ ریکارڈ تحصیل جتوئی ضلع مظفر گڑھ انتقال وراثت تفصیلات کے مطابق اجلاس میں شرکاء نے اپنے خیالات کا اظہار کرتے ہوئے کہا کہ علاقے کے عوام کے مسائل کے حل کیلئے بھرپور اقدامات کیے جائیں گے اور شہریوں کو ہر ممکن سہولیات فراہم کی جائیں گی۔ انہوں نے مزید کہا کہ انتظامیہ اپنی ذمہ داریاں ایمانداری سے ادا کر رہی ہے اور کسی کو بھی قانون ہاتھ میں لینے کی اجازت نہیں دی جائے گی۔ اس موقع پر معززین علاقہ، سیاسی و سماجی شخصیات اور شہریوں کی بڑی تعداد موجود تھی۔ بحکم عدالت: [870, 452, 1002, 843]
court-ad: بعدالت جناب کالونی نائب تحصیلدار گنگوال پروفیسر صاحب حلقہ 215/EB تحصیل بورے والا انتقال وراثت تفصیلات کے مطابق اجلاس میں شرکاء نے اپنے خیالات کا اظہار کرتے ہوئے کہا کہ علاقے کے عوام کے مسائل کے حل کیلئے بھرپور اقدامات کیے جائیں گے اور شہریوں کو ہر ممکن سہولیات فراہم کی جائیں گی۔ انہوں نے مزید کہا کہ انتظامیہ اپنی ذمہ داریاں ایمانداری سے ادا کر رہی ہے اور کسی کو بھی قانون ہاتھ میں لینے کی اجازت نہیں دی جائے گی۔ اس موقع پر معززین علاقہ، سیاسی و سماجی شخصیات اور شہریوں کی بڑی تعداد موجود تھی۔ بحکم عدالت: [1011, 392, 1142, 729]
headline: نجی کالج میں انسداد منشیات آگاہی سیمینار: [0, 840, 287, 885]
headline: حاجی محمد افضل مرحوم عبدالطیف ہاشمی کے انتقال پر تعزیت: [432, 1332, 719, 1373]
news-photo: [3, 164, 284, 316]
portrait-photo: [291, 679, 347, 755]
news-photo: [435, 70, 716, 182]
headline: ایڈوکیٹ خدمت انسانیت کے مشن پر گامزن: [288, 1166, 431, 1207]
news-photo: [435, 1103, 716, 1205]
headline: عیدالاضحیٰ کی آمد، آلائشوں کی تلفی کیلئے تحصیل شجاع آباد کا جامع پلان تیار: [0, 1177, 287, 1222]
news-photo: [435, 1530, 716, 1606]
headline: میر پور خاص، نظام بی ایڈ پائیڈر الیکٹرک یونین کے چیئرمین منتخب: [0, 22, 287, 67]
headline: کوٹ سلطان، ڈائریکٹر لائیوسٹاک اور ایڈیشنل ڈائریکٹر کا قربانی کے جانوروں کے سیل پوائنٹ کا دورہ: [288, 251, 431, 343]
headline: ریونیو سے متعلقہ مسائل حل اور 100 فیصد ریکوری یقینی بنائی جائے: [288, 1589, 431, 1647]
